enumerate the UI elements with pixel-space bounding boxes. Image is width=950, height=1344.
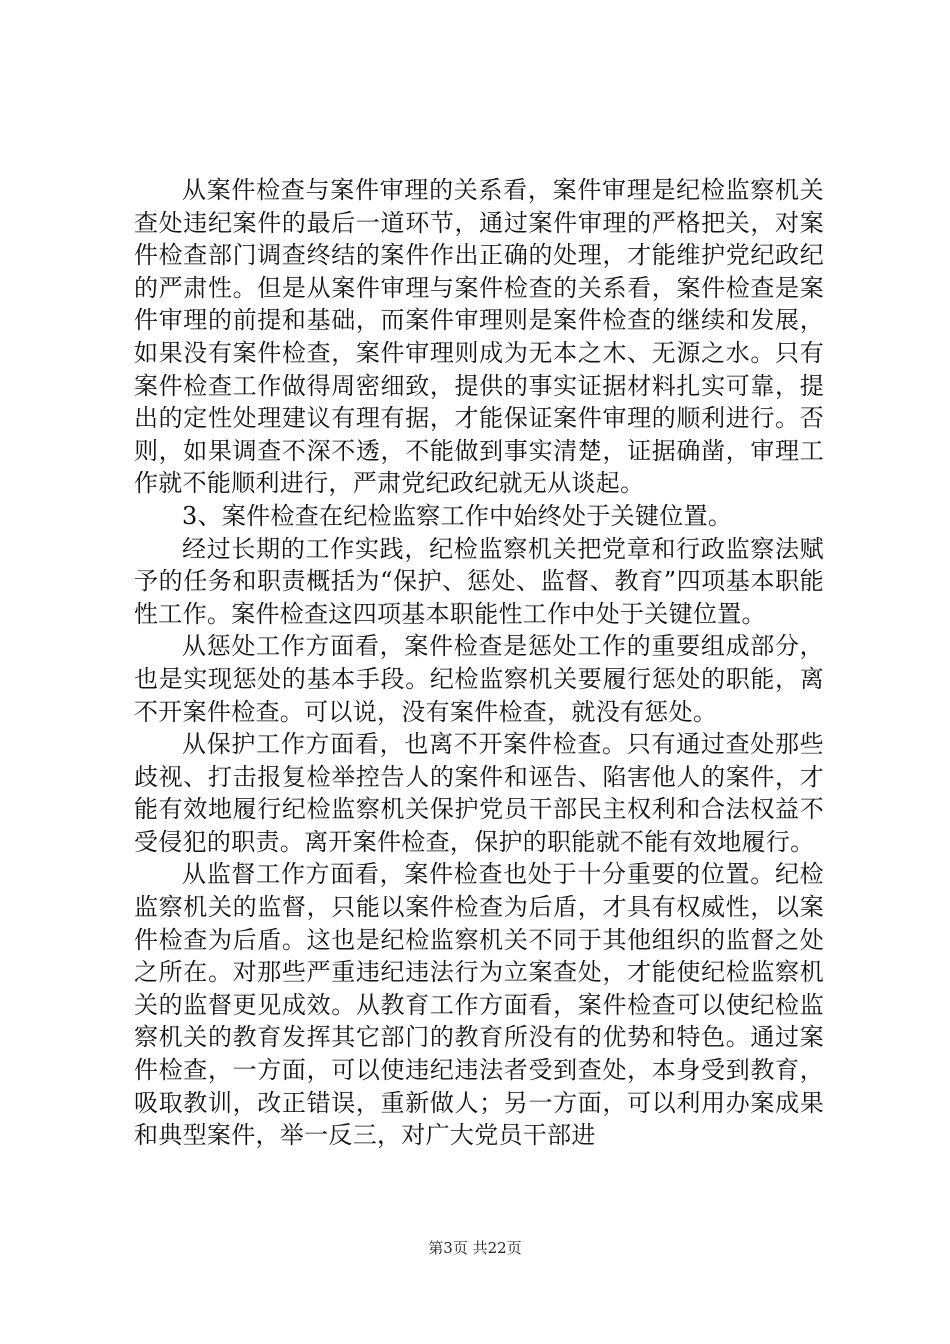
paragraph: 从保护工作方面看，也离不开案件检查。只有通过查处那些歧视、打击报复检举控告人的案件和诬告、陷害他人的案件，才能有效地履行纪检监察机关保护党员干部民主权利和合法权益不受侵犯的职责。离开案件检查，保护的职能就不能有效地履行。 [134, 730, 824, 856]
paragraph: 从监督工作方面看，案件检查也处于十分重要的位置。纪检监察机关的监督，只能以案件检查为后盾，才具有权威性，以案件检查为后盾。这也是纪检监察机关不同于其他组织的监督之处之所在。对那些严重违纪违法行为立案查处，才能使纪检监察机关的监督更见成效。从教育工作方面看，案件检查可以使纪检监察机关的教育发挥其它部门的教育所没有的优势和特色。通过案件检查，一方面，可以使违纪违法者受到查处，本身受到教育，吸取教训，改正错误，重新做人；另一方面，可以利用办案成果和典型案件，举一反三，对广大党员干部进 [134, 860, 824, 1150]
paragraph: 从案件检查与案件审理的关系看，案件审理是纪检监察机关查处违纪案件的最后一道环节，通过案件审理的严格把关，对案件检查部门调查终结的案件作出正确的处理，才能维护党纪政纪的严肃性。但是从案件审理与案件检查的关系看，案件检查是案件审理的前提和基础，而案件审理则是案件检查的继续和发展，如果没有案件检查，案件审理则成为无本之木、无源之水。只有案件检查工作做得周密细致，提供的事实证据材料扎实可靠，提出的定性处理建议有理有据，才能保证案件审理的顺利进行。否则，如果调查不深不透，不能做到事实清楚，证据确凿，审理工作就不能顺利进行，严肃党纪政纪就无从谈起。 [134, 176, 824, 498]
section-heading: 3、案件检查在纪检监察工作中始终处于关键位置。 [182, 501, 733, 530]
document-body [134, 174, 824, 1152]
paragraph: 从惩处工作方面看，案件检查是惩处工作的重要组成部分，也是实现惩处的基本手段。纪检监察机关要履行惩处的职能，离不开案件检查。可以说，没有案件检查，就没有惩处。 [134, 632, 824, 726]
paragraph: 经过长期的工作实践，纪检监察机关把党章和行政监察法赋予的任务和职责概括为“保护、惩处、监督、教育”四项基本职能性工作。案件检查这四项基本职能性工作中处于关键位置。 [134, 534, 824, 628]
page-number-footer: 第3页 共22页 [428, 1239, 522, 1257]
